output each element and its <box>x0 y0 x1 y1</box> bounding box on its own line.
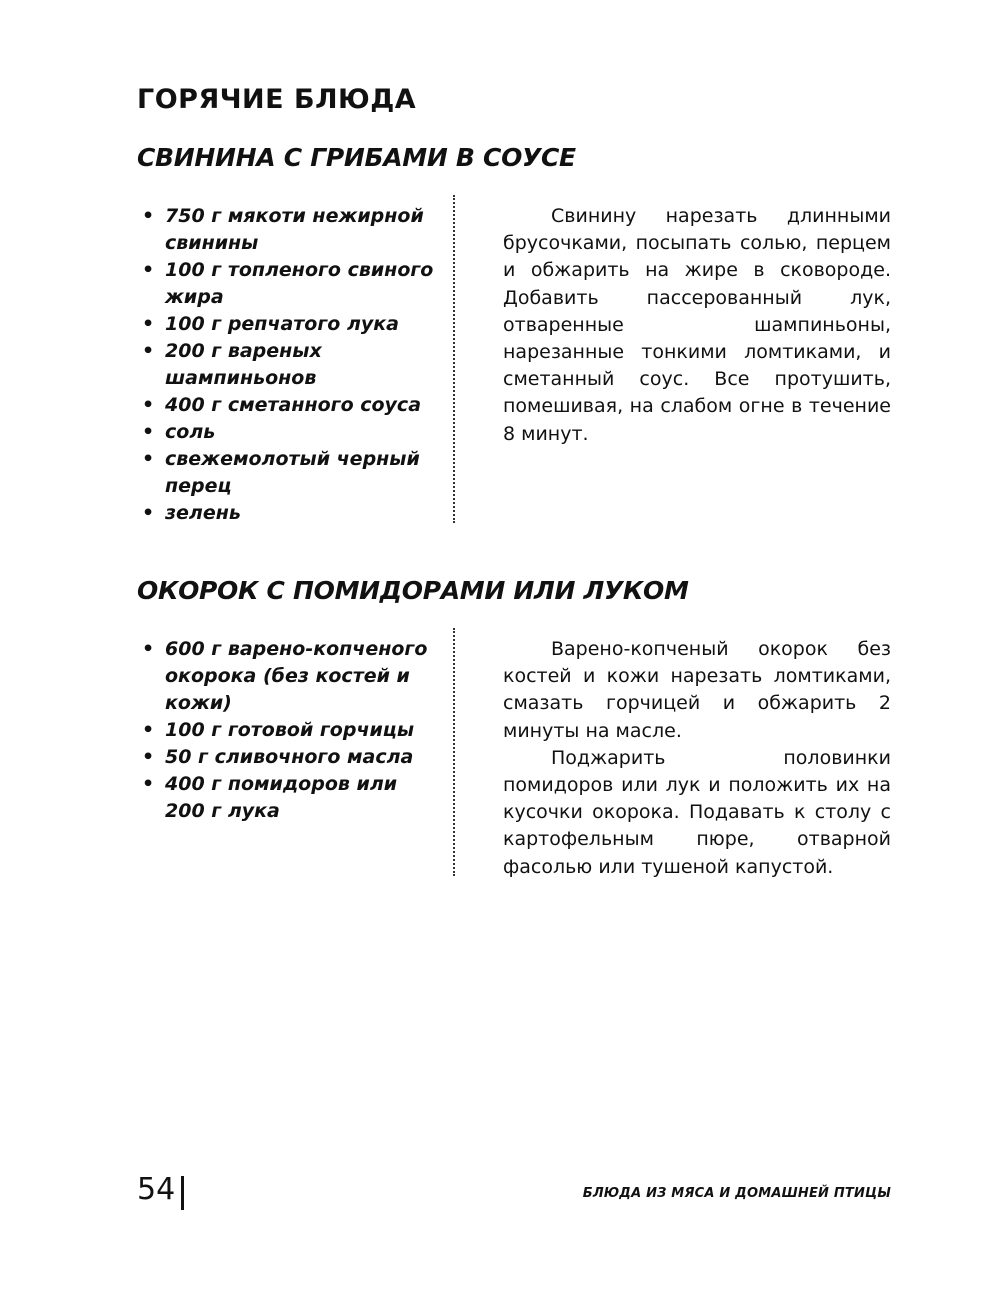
ingredient-item: • 750 г мякоти нежирной свинины <box>140 203 440 257</box>
running-title: БЛЮДА ИЗ МЯСА И ДОМАШНЕЙ ПТИЦЫ <box>582 1186 891 1201</box>
ingredient-item: • 400 г помидоров или 200 г лука <box>140 771 435 825</box>
ingredient-list <box>140 636 435 825</box>
method-text <box>503 636 891 881</box>
method-paragraph: Свинину нарезать длинными брусочками, посыпать солью, перцем и обжарить на жире в сковороде. Добавить пассерованный лук, отваренные шампиньоны, нарезанные тонкими ломтиками, и сметанный соус. Все протушить, помешивая, на слабом огне в течение 8 минут. <box>503 205 891 445</box>
ingredient-item: • 50 г сливочного масла <box>140 744 435 771</box>
ingredient-item: • 200 г вареных шампиньонов <box>140 338 440 392</box>
ingredient-item: • 400 г сметанного соуса <box>140 392 440 419</box>
ingredient-item: • 100 г готовой горчицы <box>140 717 435 744</box>
footer-separator <box>181 1176 184 1210</box>
chapter-title: ГОРЯЧИЕ БЛЮДА <box>137 84 417 115</box>
ingredient-item: • 100 г репчатого лука <box>140 311 440 338</box>
ingredient-item: • 100 г топленого свиного жира <box>140 257 440 311</box>
column-divider <box>453 195 455 523</box>
method-paragraph: Варено-копченый окорок без костей и кожи нарезать ломтиками, смазать горчицей и обжарить 2 минуты на масле. <box>503 638 891 742</box>
ingredient-list <box>140 203 440 527</box>
ingredient-item: • зелень <box>140 500 440 527</box>
ingredient-item: • соль <box>140 419 440 446</box>
method-paragraph: Поджарить половинки помидоров или лук и положить их на кусочки окорока. Подавать к столу с картофельным пюре, отварной фасолью или тушеной капустой. <box>503 746 891 878</box>
ingredient-item: • свежемолотый черный перец <box>140 446 440 500</box>
page-number: 54 <box>137 1172 176 1207</box>
method-text <box>503 203 891 448</box>
recipe-title: ОКОРОК С ПОМИДОРАМИ ИЛИ ЛУКОМ <box>137 576 689 605</box>
recipe-title: СВИНИНА С ГРИБАМИ В СОУСЕ <box>137 143 576 172</box>
column-divider <box>453 628 455 876</box>
ingredient-item: • 600 г варено-копченого окорока (без костей и кожи) <box>140 636 435 717</box>
